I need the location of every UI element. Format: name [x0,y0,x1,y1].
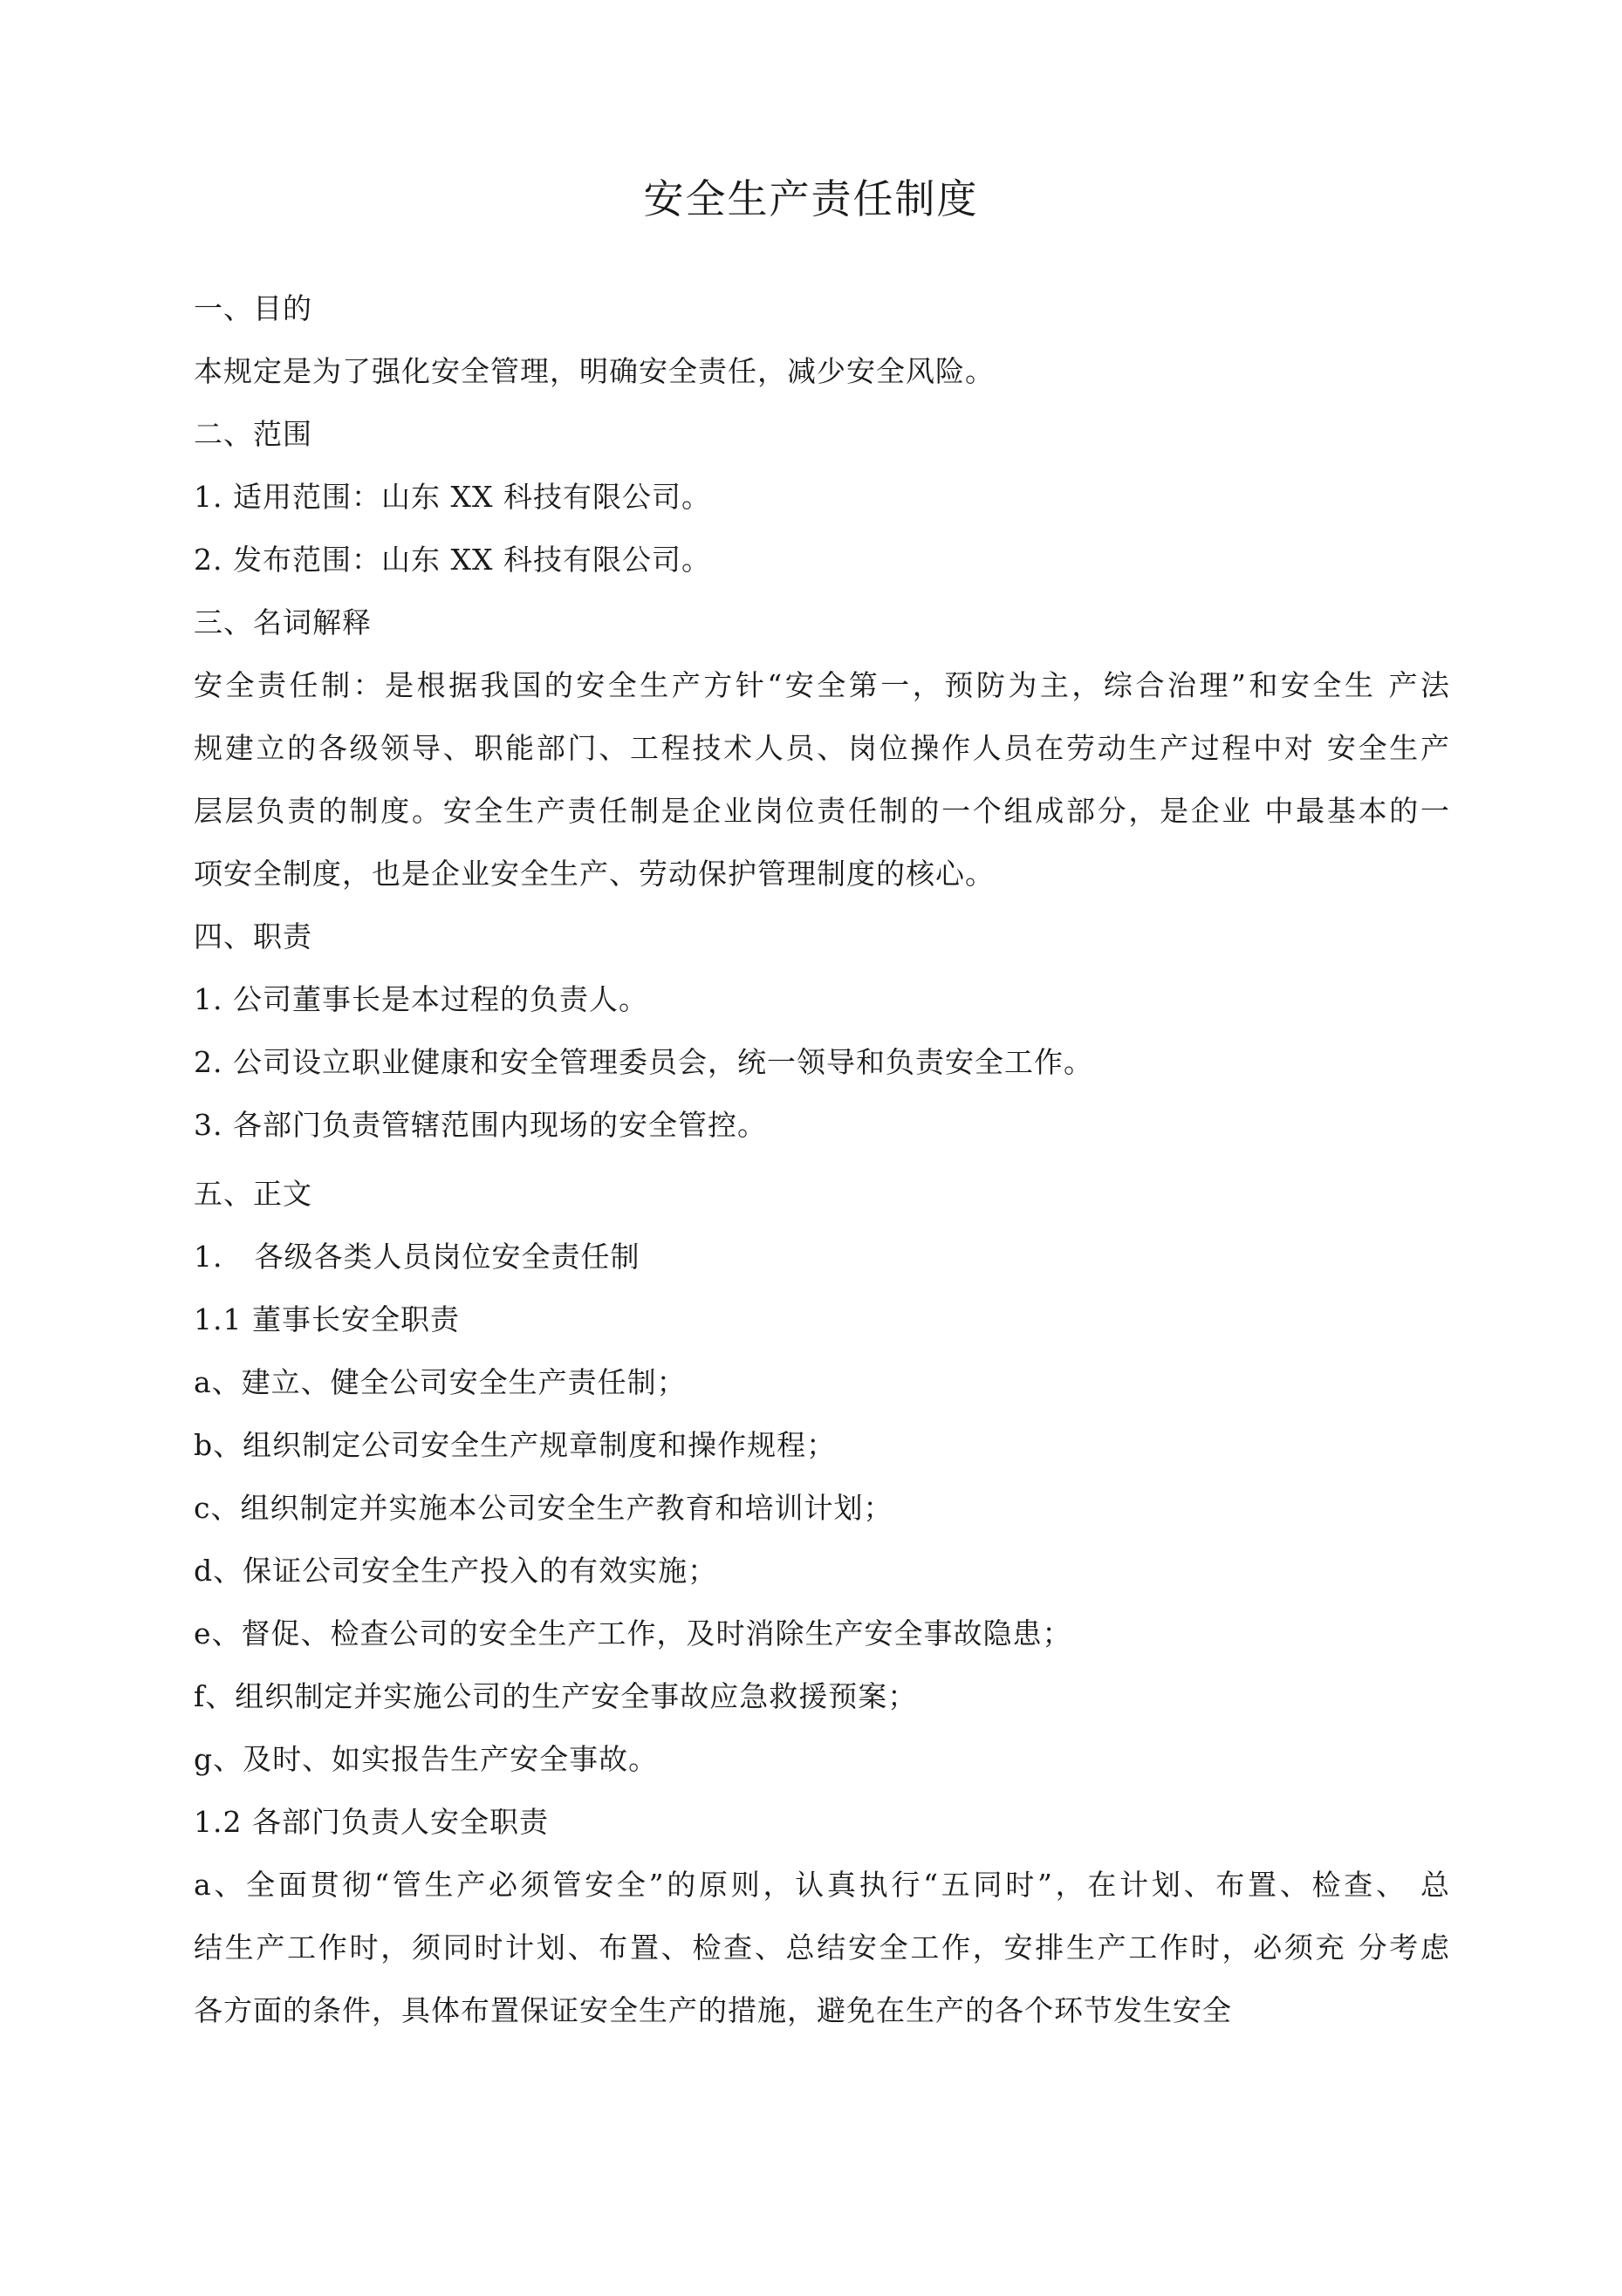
list-item: c、组织制定并实施本公司安全生产教育和培训计划； [194,1491,893,1525]
paragraph-line: 规建立的各级领导、职能部门、工程技术人员、岗位操作人员在劳动生产过程中对 安全生产 [194,731,1450,765]
section-heading-definitions: 三、名词解释 [194,605,372,639]
list-item: 3. 各部门负责管辖范围内现场的安全管控。 [194,1108,767,1142]
section-heading-scope: 二、范围 [194,417,312,451]
section-heading-duties: 四、职责 [194,919,312,953]
paragraph-line: 结生产工作时，须同时计划、布置、检查、总结安全工作，安排生产工作时，必须充 分考虑 [194,1930,1450,1965]
section-heading-body: 五、正文 [194,1177,312,1211]
subsection-number: 1. [194,1240,223,1274]
list-item: g、及时、如实报告生产安全事故。 [194,1742,659,1776]
subsection-heading: 1.1 董事长安全职责 [194,1302,460,1336]
list-item: 2. 发布范围：山东 XX 科技有限公司。 [194,543,711,577]
subsection-heading: 1.2 各部门负责人安全职责 [194,1805,549,1839]
paragraph-line: 层层负责的制度。安全生产责任制是企业岗位责任制的一个组成部分，是企业 中最基本的一 [194,794,1450,828]
list-item: b、组织制定公司安全生产规章制度和操作规程； [194,1428,837,1462]
list-item: 1. 公司董事长是本过程的负责人。 [194,982,648,1016]
paragraph-line: 安全责任制：是根据我国的安全生产方针“安全第一，预防为主，综合治理”和安全生 产法 [194,668,1450,702]
list-item: f、组织制定并实施公司的生产安全事故应急救援预案； [194,1679,918,1713]
list-item: 1. 适用范围：山东 XX 科技有限公司。 [194,480,711,514]
paragraph-line: 本规定是为了强化安全管理，明确安全责任，减少安全风险。 [194,354,995,388]
paragraph-line: 项安全制度，也是企业安全生产、劳动保护管理制度的核心。 [194,857,995,891]
paragraph-line: 各方面的条件，具体布置保证安全生产的措施，避免在生产的各个环节发生安全 [194,1993,1232,2027]
list-item: a、建立、健全公司安全生产责任制； [194,1365,687,1399]
section-heading-purpose: 一、目的 [194,291,312,325]
subsection-title: 各级各类人员岗位安全责任制 [254,1240,640,1274]
list-item: e、督促、检查公司的安全生产工作，及时消除生产安全事故隐患； [194,1616,1072,1650]
paragraph-line: a、全面贯彻“管生产必须管安全”的原则，认真执行“五同时”，在计划、布置、检查、 总 [194,1868,1450,1902]
document-title: 安全生产责任制度 [643,175,979,222]
list-item: 2. 公司设立职业健康和安全管理委员会，统一领导和负责安全工作。 [194,1045,1093,1079]
subsection-heading [194,1236,640,1278]
list-item: d、保证公司安全生产投入的有效实施； [194,1554,718,1588]
